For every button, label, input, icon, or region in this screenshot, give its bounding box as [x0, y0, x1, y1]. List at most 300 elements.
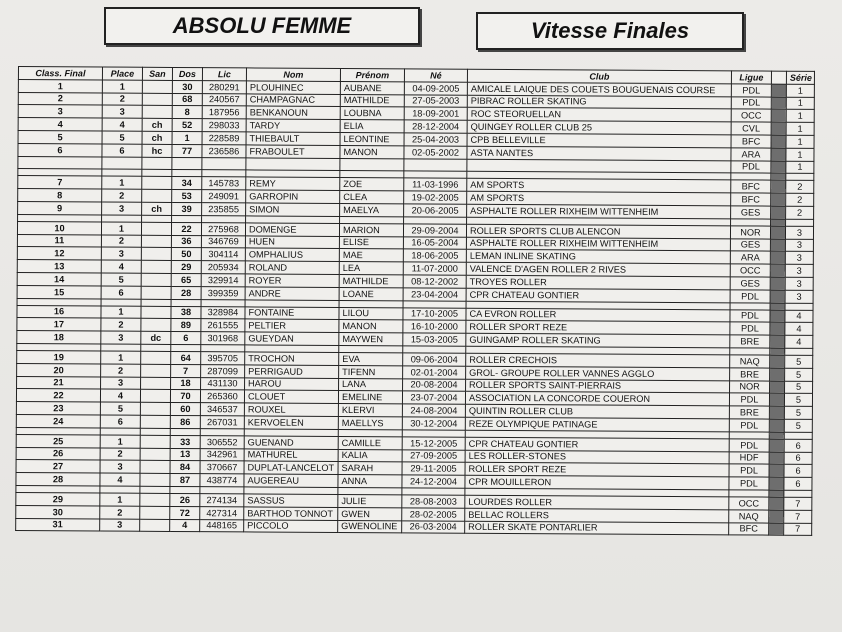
cell-class-final: 19: [17, 350, 101, 363]
cell-ne: 24-08-2004: [402, 404, 465, 417]
cell-shaded: [769, 464, 784, 477]
cell-ligue: PDL: [730, 309, 770, 322]
cell-lic: 399359: [201, 286, 245, 299]
cell-nom: PICCOLO: [244, 519, 338, 532]
cell-san: [140, 461, 170, 474]
cell-lic: 328984: [201, 306, 245, 319]
cell-ligue: ARA: [730, 251, 770, 264]
cell-ligue: PDL: [729, 464, 769, 477]
cell-prenom: MAELYA: [340, 203, 404, 216]
cell-san: dc: [141, 331, 171, 344]
cell-place: 3: [101, 377, 141, 390]
cell-ligue: PDL: [729, 477, 769, 490]
cell-class-final: 18: [17, 331, 101, 344]
cell-shaded: [769, 477, 784, 490]
cell-place: 1: [101, 306, 141, 319]
cell-prenom: MARION: [339, 223, 403, 236]
cell-prenom: LOUBNA: [340, 107, 404, 120]
cell-ligue: PDL: [729, 419, 769, 432]
cell-prenom: KALIA: [338, 449, 402, 462]
cell-class-final: 17: [17, 318, 101, 331]
cell-serie: 2: [786, 206, 814, 219]
cell-ne: 29-09-2004: [403, 224, 466, 237]
cell-lic: 346769: [201, 235, 245, 248]
cell-dos: 7: [171, 364, 201, 377]
cell-place: 2: [102, 189, 142, 202]
cell-nom: DOMENGE: [245, 223, 339, 236]
cell-lic: 306552: [200, 435, 244, 448]
cell-ligue: OCC: [730, 264, 770, 277]
cell-place: 1: [101, 351, 141, 364]
cell-serie: 2: [786, 181, 814, 194]
cell-serie: 6: [784, 464, 812, 477]
cell-place: 4: [100, 473, 140, 486]
cell-prenom: SARAH: [338, 462, 402, 475]
cell-place: 1: [100, 493, 140, 506]
cell-san: [141, 306, 171, 319]
cell-nom: TROCHON: [245, 352, 339, 365]
cell-nom: KERVOELEN: [244, 416, 338, 429]
cell-club: REZE OLYMPIQUE PATINAGE: [465, 417, 729, 431]
cell-club: LEMAN INLINE SKATING: [466, 250, 730, 264]
cell-san: ch: [142, 131, 172, 144]
title-absolu-femme: ABSOLU FEMME: [104, 7, 420, 45]
cell-class-final: 6: [18, 143, 102, 156]
cell-nom: SIMON: [246, 203, 340, 216]
cell-club: QUINTIN ROLLER CLUB: [465, 404, 729, 418]
cell-shaded: [771, 193, 786, 206]
cell-ne: [404, 158, 467, 171]
cell-lic: 228589: [202, 132, 246, 145]
cell-san: [141, 222, 171, 235]
cell-prenom: MAELLYS: [338, 416, 402, 429]
cell-shaded: [771, 122, 786, 135]
cell-san: [140, 519, 170, 532]
cell-dos: 28: [171, 286, 201, 299]
cell-serie: 5: [785, 368, 813, 381]
cell-club: TROYES ROLLER: [466, 275, 730, 289]
cell-serie: 3: [785, 290, 813, 303]
cell-place: 5: [100, 402, 140, 415]
cell-prenom: EVA: [339, 352, 403, 365]
cell-san: [142, 93, 172, 106]
cell-dos: 30: [172, 80, 202, 93]
col-dos: Dos: [172, 67, 202, 80]
cell-nom: HUEN: [245, 235, 339, 248]
cell-san: [142, 80, 172, 93]
cell-club: ASPHALTE ROLLER RIXHEIM WITTENHEIM: [467, 204, 731, 218]
cell-prenom: ZOE: [340, 178, 404, 191]
cell-lic: 249091: [202, 190, 246, 203]
cell-shaded: [769, 510, 784, 523]
col-lic: Lic: [202, 68, 246, 81]
cell-prenom: LEONTINE: [340, 132, 404, 145]
cell-san: [141, 364, 171, 377]
cell-club: CPB BELLEVILLE: [467, 133, 731, 147]
cell-ligue: NOR: [730, 380, 770, 393]
cell-ne: 18-06-2005: [403, 249, 466, 262]
cell-prenom: GWENOLINE: [338, 520, 402, 533]
cell-san: [142, 157, 172, 170]
cell-serie: 3: [785, 277, 813, 290]
cell-class-final: 24: [16, 414, 100, 427]
cell-club: CA EVRON ROLLER: [466, 308, 730, 322]
cell-serie: 6: [784, 439, 812, 452]
cell-place: 3: [101, 331, 141, 344]
cell-nom: GUENAND: [244, 436, 338, 449]
col-nom: Nom: [246, 68, 340, 81]
cell-ne: 30-12-2004: [402, 417, 465, 430]
cell-prenom: MATHILDE: [339, 274, 403, 287]
cell-club: ROLLER SPORT REZE: [466, 321, 730, 335]
cell-ne: 19-02-2005: [404, 191, 467, 204]
cell-ne: 15-03-2005: [403, 333, 466, 346]
cell-ne: 18-09-2001: [404, 107, 467, 120]
cell-dos: 18: [171, 377, 201, 390]
cell-ne: 16-10-2000: [403, 320, 466, 333]
cell-place: 5: [101, 273, 141, 286]
cell-nom: GUEYDAN: [245, 332, 339, 345]
cell-dos: 34: [172, 177, 202, 190]
cell-club: AMICALE LAIQUE DES COUETS BOUGUENAIS COURSE: [467, 82, 731, 96]
cell-prenom: JULIE: [338, 494, 402, 507]
cell-ligue: GES: [730, 238, 770, 251]
cell-nom: PERRIGAUD: [245, 365, 339, 378]
cell-lic: [202, 157, 246, 170]
cell-san: [141, 235, 171, 248]
cell-dos: 6: [171, 332, 201, 345]
cell-class-final: 21: [17, 376, 101, 389]
cell-nom: CHAMPAGNAC: [246, 93, 340, 106]
cell-lic: 346537: [200, 403, 244, 416]
cell-class-final: 10: [17, 221, 101, 234]
cell-ligue: BRE: [730, 368, 770, 381]
cell-san: [141, 273, 171, 286]
cell-club: BELLAC ROLLERS: [465, 508, 729, 522]
cell-ligue: BFC: [731, 180, 771, 193]
cell-ligue: OCC: [729, 497, 769, 510]
cell-ne: 23-07-2004: [402, 391, 465, 404]
cell-nom: GARROPIN: [246, 190, 340, 203]
cell-shaded: [770, 277, 785, 290]
cell-lic: 235855: [202, 203, 246, 216]
cell-class-final: 27: [16, 460, 100, 473]
cell-ligue: OCC: [731, 109, 771, 122]
cell-lic: 267031: [200, 416, 244, 429]
cell-club: AM SPORTS: [467, 179, 731, 193]
cell-lic: 274134: [200, 494, 244, 507]
cell-ligue: HDF: [729, 451, 769, 464]
cell-dos: 33: [170, 435, 200, 448]
cell-class-final: 1: [18, 79, 102, 92]
cell-place: 3: [102, 105, 142, 118]
cell-prenom: LANA: [339, 378, 403, 391]
cell-shaded: [770, 381, 785, 394]
cell-san: ch: [142, 202, 172, 215]
cell-ligue: PDL: [731, 160, 771, 173]
cell-ligue: PDL: [730, 290, 770, 303]
cell-ne: 23-04-2004: [403, 288, 466, 301]
cell-club: ROLLER SPORT REZE: [465, 463, 729, 477]
cell-dos: 86: [170, 415, 200, 428]
cell-serie: 4: [785, 323, 813, 336]
cell-ne: 28-02-2005: [402, 508, 465, 521]
cell-lic: 301968: [201, 332, 245, 345]
cell-lic: 329914: [201, 274, 245, 287]
cell-prenom: ELISE: [339, 236, 403, 249]
cell-ligue: BFC: [729, 522, 769, 535]
cell-shaded: [771, 97, 786, 110]
cell-class-final: 13: [17, 260, 101, 273]
cell-serie: 5: [785, 381, 813, 394]
cell-place: 4: [102, 118, 142, 131]
cell-shaded: [771, 161, 786, 174]
cell-class-final: 26: [16, 447, 100, 460]
cell-ne: 24-12-2004: [402, 475, 465, 488]
cell-lic: 431130: [201, 377, 245, 390]
cell-club: VALENCE D'AGEN ROLLER 2 RIVES: [466, 262, 730, 276]
cell-san: [140, 448, 170, 461]
cell-ne: 15-12-2005: [402, 437, 465, 450]
cell-place: 3: [100, 460, 140, 473]
cell-club: GROL- GROUPE ROLLER VANNES AGGLO: [466, 366, 730, 380]
cell-club: ROLLER SPORTS SAINT-PIERRAIS: [466, 379, 730, 393]
cell-place: 2: [101, 235, 141, 248]
cell-nom: ANDRE: [245, 287, 339, 300]
cell-ne: 27-05-2003: [404, 94, 467, 107]
cell-serie: 1: [786, 122, 814, 135]
cell-place: 1: [102, 80, 142, 93]
cell-class-final: 15: [17, 285, 101, 298]
cell-prenom: [340, 158, 404, 171]
col-serie: Série: [786, 71, 814, 84]
cell-ligue: BRE: [729, 406, 769, 419]
cell-shaded: [770, 310, 785, 323]
cell-serie: 1: [786, 135, 814, 148]
cell-lic: 304114: [201, 248, 245, 261]
cell-class-final: 12: [17, 247, 101, 260]
cell-dos: 89: [171, 319, 201, 332]
cell-place: 1: [101, 222, 141, 235]
cell-class-final: 31: [16, 518, 100, 531]
cell-ligue: NOR: [730, 226, 770, 239]
cell-place: 6: [102, 144, 142, 157]
cell-prenom: GWEN: [338, 507, 402, 520]
cell-ne: 27-09-2005: [402, 449, 465, 462]
cell-lic: 448165: [200, 519, 244, 532]
cell-class-final: 20: [17, 363, 101, 376]
cell-prenom: CLEA: [340, 191, 404, 204]
cell-class-final: 9: [18, 201, 102, 214]
cell-dos: 36: [171, 235, 201, 248]
cell-class-final: 25: [16, 434, 100, 447]
results-table: [15, 66, 815, 536]
cell-ligue: PDL: [731, 84, 771, 97]
cell-san: [142, 106, 172, 119]
cell-class-final: 14: [17, 272, 101, 285]
cell-nom: TARDY: [246, 119, 340, 132]
cell-prenom: KLERVI: [338, 404, 402, 417]
cell-ne: 04-09-2005: [404, 82, 467, 95]
cell-place: 6: [101, 286, 141, 299]
cell-dos: 77: [172, 144, 202, 157]
cell-class-final: 28: [16, 473, 100, 486]
cell-serie: 5: [784, 394, 812, 407]
cell-club: ROLLER SPORTS CLUB ALENCON: [466, 224, 730, 238]
cell-shaded: [769, 419, 784, 432]
col-san: San: [142, 67, 172, 80]
cell-dos: 50: [171, 248, 201, 261]
cell-dos: 68: [172, 93, 202, 106]
cell-ne: 08-12-2002: [403, 275, 466, 288]
cell-ne: 11-07-2000: [403, 262, 466, 275]
cell-club: ASSOCIATION LA CONCORDE COUERON: [465, 392, 729, 406]
cell-lic: 280291: [202, 80, 246, 93]
cell-shaded: [770, 264, 785, 277]
cell-san: ch: [142, 118, 172, 131]
cell-dos: 72: [170, 506, 200, 519]
cell-san: [140, 493, 170, 506]
cell-ne: 26-03-2004: [402, 520, 465, 533]
cell-serie: 5: [784, 406, 812, 419]
cell-shaded: [770, 226, 785, 239]
cell-serie: 1: [786, 161, 814, 174]
cell-club: ROC STEORUELLAN: [467, 108, 731, 122]
cell-dos: [172, 157, 202, 170]
cell-nom: PELTIER: [245, 319, 339, 332]
cell-san: [140, 435, 170, 448]
cell-place: 3: [100, 519, 140, 532]
cell-dos: 1: [172, 131, 202, 144]
cell-nom: BENKANOUN: [246, 106, 340, 119]
cell-ne: 02-01-2004: [403, 366, 466, 379]
cell-lic: 145783: [202, 177, 246, 190]
cell-prenom: CAMILLE: [338, 436, 402, 449]
cell-place: 1: [102, 176, 142, 189]
cell-san: [141, 260, 171, 273]
cell-ne: 16-05-2004: [403, 236, 466, 249]
cell-shaded: [771, 135, 786, 148]
cell-san: [140, 390, 170, 403]
cell-dos: 52: [172, 119, 202, 132]
cell-nom: MATHUREL: [244, 448, 338, 461]
cell-san: [141, 377, 171, 390]
cell-place: 4: [101, 260, 141, 273]
cell-lic: 240567: [202, 93, 246, 106]
cell-club: LES ROLLER-STONES: [465, 450, 729, 464]
cell-club: LOURDES ROLLER: [465, 495, 729, 509]
cell-prenom: LOANE: [339, 287, 403, 300]
cell-serie: 5: [784, 419, 812, 432]
cell-class-final: 23: [16, 402, 100, 415]
cell-shaded: [769, 452, 784, 465]
cell-ligue: CVL: [731, 122, 771, 135]
cell-place: 2: [100, 448, 140, 461]
cell-prenom: AUBANE: [340, 81, 404, 94]
cell-serie: 7: [784, 497, 812, 510]
cell-shaded: [771, 84, 786, 97]
col-ligue: Ligue: [731, 71, 771, 84]
cell-nom: [246, 157, 340, 170]
cell-club: ASPHALTE ROLLER RIXHEIM WITTENHEIM: [466, 237, 730, 251]
cell-ligue: ARA: [731, 148, 771, 161]
cell-shaded: [770, 322, 785, 335]
cell-dos: 38: [171, 306, 201, 319]
cell-nom: REMY: [246, 177, 340, 190]
cell-dos: 84: [170, 461, 200, 474]
cell-lic: 427314: [200, 506, 244, 519]
cell-club: QUINGEY ROLLER CLUB 25: [467, 120, 731, 134]
cell-shaded: [770, 335, 785, 348]
title-vitesse-finales: Vitesse Finales: [476, 12, 744, 50]
cell-nom: THIEBAULT: [246, 132, 340, 145]
cell-club: ROLLER CRECHOIS: [466, 353, 730, 367]
cell-club: CPR CHATEAU GONTIER: [465, 437, 729, 451]
cell-lic: 287099: [201, 364, 245, 377]
cell-prenom: ELIA: [340, 120, 404, 133]
results-body: [16, 79, 815, 535]
cell-class-final: 30: [16, 505, 100, 518]
cell-shaded: [770, 239, 785, 252]
cell-ne: 17-10-2005: [403, 307, 466, 320]
cell-shaded: [769, 406, 784, 419]
cell-shaded: [771, 180, 786, 193]
cell-san: [140, 473, 170, 486]
cell-class-final: 8: [18, 189, 102, 202]
cell-ne: 09-06-2004: [403, 353, 466, 366]
cell-lic: 342961: [200, 448, 244, 461]
cell-prenom: MAE: [339, 249, 403, 262]
cell-lic: 298033: [202, 119, 246, 132]
cell-shaded: [769, 393, 784, 406]
cell-san: [141, 286, 171, 299]
cell-dos: 65: [171, 273, 201, 286]
cell-nom: BARTHOD TONNOT: [244, 507, 338, 520]
cell-san: [141, 319, 171, 332]
cell-lic: 265360: [200, 390, 244, 403]
cell-shaded: [770, 251, 785, 264]
cell-dos: 39: [172, 202, 202, 215]
cell-serie: 4: [785, 335, 813, 348]
cell-prenom: LILOU: [339, 307, 403, 320]
cell-class-final: 3: [18, 105, 102, 118]
cell-prenom: MANON: [340, 145, 404, 158]
cell-shaded: [769, 523, 784, 536]
cell-san: hc: [142, 144, 172, 157]
cell-shaded: [771, 206, 786, 219]
cell-prenom: MANON: [339, 320, 403, 333]
cell-nom: FRABOULET: [246, 145, 340, 158]
cell-club: CPR CHATEAU GONTIER: [466, 288, 730, 302]
cell-nom: HAROU: [245, 377, 339, 390]
cell-san: [142, 189, 172, 202]
cell-class-final: 11: [17, 234, 101, 247]
cell-san: [141, 248, 171, 261]
col-shaded: [771, 71, 786, 84]
cell-ne: 28-12-2004: [404, 120, 467, 133]
cell-serie: 6: [784, 477, 812, 490]
cell-club: PIBRAC ROLLER SKATING: [467, 95, 731, 109]
cell-serie: 1: [786, 84, 814, 97]
cell-place: [102, 157, 142, 170]
cell-lic: 395705: [201, 352, 245, 365]
cell-serie: 7: [784, 523, 812, 536]
cell-ligue: GES: [730, 277, 770, 290]
cell-dos: 13: [170, 448, 200, 461]
cell-dos: 70: [170, 390, 200, 403]
cell-nom: SASSUS: [244, 494, 338, 507]
cell-dos: 8: [172, 106, 202, 119]
